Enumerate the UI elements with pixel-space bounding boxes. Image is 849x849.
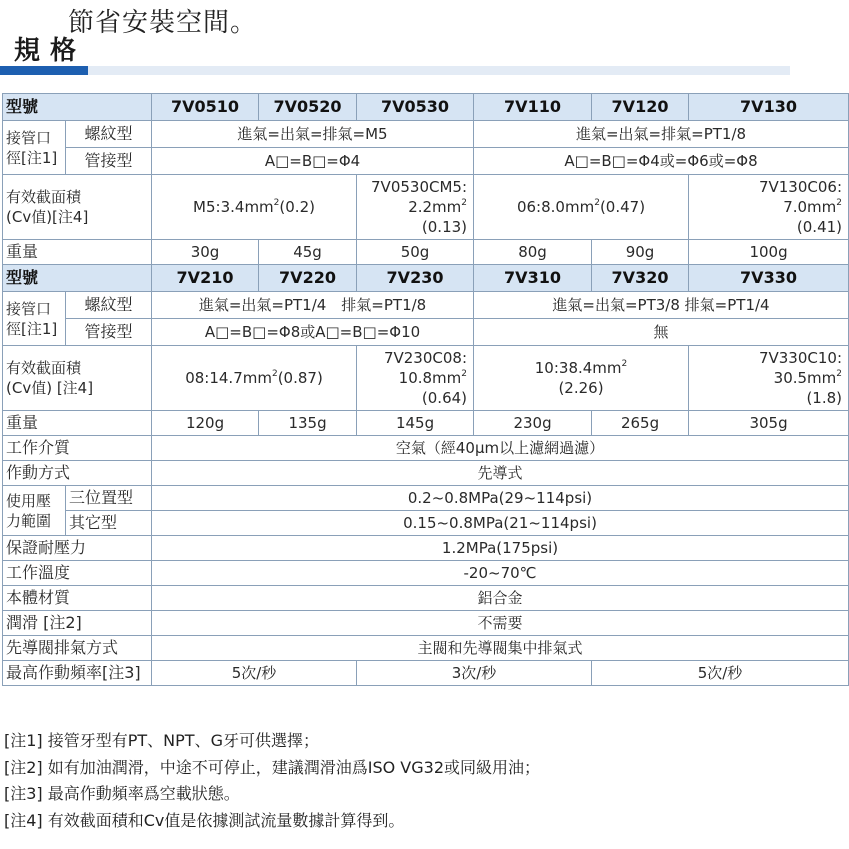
footnote: [注4] 有效截面積和Cv值是依據測試流量數據計算得到。 [4,810,405,830]
model-cell: 7V210 [152,265,259,292]
model-header-row [3,94,849,121]
spec-value: 0.15~0.8MPa(21~114psi) [152,511,849,536]
cv-value: (0.87) [277,369,323,387]
weight-cell: 135g [259,411,357,436]
pressure-range-label-line2: 力範圍 [6,511,52,530]
thread-type-label: 螺紋型 [66,121,152,148]
flow-area-line: 10.8mm [398,369,462,387]
spec-label: 工作溫度 [3,561,152,586]
spec-label: 工作介質 [3,436,152,461]
model-cell: 7V310 [474,265,592,292]
spec-row [3,436,849,461]
pressure-range-label-line1: 使用壓 [6,491,52,510]
model-cell: 7V320 [592,265,689,292]
spec-row [3,661,849,686]
flow-area-value [152,175,357,240]
spec-value: 1.2MPa(175psi) [152,536,849,561]
flow-area-line: 7V130C06: [758,178,843,196]
spec-value: -20~70℃ [152,561,849,586]
tube-row [3,319,849,346]
freq-value: 5次/秒 [592,661,849,686]
weight-cell: 45g [259,240,357,265]
weight-cell: 80g [474,240,592,265]
model-cell: 7V330 [689,265,849,292]
thread-type-label: 螺紋型 [66,292,152,319]
thread-value-right: 進氣=出氣=排氣=PT1/8 [474,121,849,148]
flow-area-label-line1: 有效截面積 [6,188,82,206]
footnote: [注1] 接管牙型有PT、NPT、G牙可供選擇； [4,731,319,750]
weight-row [3,240,849,265]
spec-value: 0.2~0.8MPa(29~114psi) [152,486,849,511]
superscript: 2 [594,198,600,208]
thread-value-left: 進氣=出氣=PT1/4 排氣=PT1/8 [152,292,474,319]
tube-type-label: 管接型 [66,148,152,175]
weight-cell: 145g [357,411,474,436]
flow-area-value-text: 08:14.7mm [185,369,272,387]
tube-type-label: 管接型 [66,319,152,346]
flow-area-value [689,175,849,240]
spec-label: 三位置型 [66,486,152,511]
flow-area-label-line2: (Cv值)[注4] [6,208,89,226]
superscript: 2 [273,198,280,208]
cv-value: (0.64) [421,389,468,407]
weight-cell: 30g [152,240,259,265]
flow-area-label [3,346,152,411]
footnote: [注3] 最高作動頻率爲空載狀態。 [4,784,240,803]
superscript: 2 [836,198,843,208]
spec-label: 潤滑 [注2] [3,611,152,636]
model-cell: 7V130 [689,94,849,121]
pressure-range-label [3,486,66,536]
cv-value: (1.8) [806,389,843,407]
footnote: [注2] 如有加油潤滑，中途不可停止，建議潤滑油爲ISO VG32或同級用油； [4,757,541,777]
flow-area-label [3,175,152,240]
flow-area-value-text: 06:8.0mm [516,198,595,216]
superscript: 2 [836,369,843,379]
freq-value: 3次/秒 [357,661,592,686]
weight-label: 重量 [3,411,152,436]
flow-area-value [474,175,689,240]
tube-value-right: A□=B□=Φ4或=Φ6或=Φ8 [474,148,849,175]
thread-value-left: 進氣=出氣=排氣=M5 [152,121,474,148]
spec-label: 保證耐壓力 [3,536,152,561]
weight-row [3,411,849,436]
title-underline [0,66,790,75]
weight-cell: 120g [152,411,259,436]
spec-label: 作動方式 [3,461,152,486]
flow-area-value [474,346,689,411]
model-cell: 7V220 [259,265,357,292]
port-size-label-line1: 接管口 [6,299,52,318]
port-size-label-line2: 徑[注1] [6,148,58,167]
superscript: 2 [461,198,468,208]
spec-row [3,611,849,636]
flow-area-value-text: M5:3.4mm [193,198,274,216]
spec-label: 最高作動頻率[注3] [3,661,152,686]
spec-label: 本體材質 [3,586,152,611]
cv-value: (0.13) [421,218,468,236]
weight-label: 重量 [3,240,152,265]
cv-value: (2.26) [558,379,604,397]
port-size-label-line1: 接管口 [6,128,52,147]
model-header-row [3,265,849,292]
model-cell: 7V230 [357,265,474,292]
flow-area-line: 7.0mm [783,198,837,216]
weight-cell: 305g [689,411,849,436]
tube-value-left: A□=B□=Φ8或A□=B□=Φ10 [152,319,474,346]
flow-area-line: 7V330C10: [758,349,843,367]
spec-value: 先導式 [152,461,849,486]
spec-label: 先導閥排氣方式 [3,636,152,661]
weight-cell: 230g [474,411,592,436]
cv-value: (0.41) [796,218,843,236]
spec-row [3,636,849,661]
flow-area-value [152,346,357,411]
tube-value-left: A□=B□=Φ4 [152,148,474,175]
port-size-label-line2: 徑[注1] [6,319,58,338]
thread-value-right: 進氣=出氣=PT3/8 排氣=PT1/4 [474,292,849,319]
model-cell: 7V0530 [357,94,474,121]
flow-area-row [3,346,849,411]
section-title: 規格 [14,36,87,66]
flow-area-label-line2: (Cv值) [注4] [6,379,94,397]
spec-value: 鋁合金 [152,586,849,611]
model-cell: 7V0510 [152,94,259,121]
superscript: 2 [621,359,628,369]
spec-value: 主閥和先導閥集中排氣式 [152,636,849,661]
thread-row [3,121,849,148]
spec-row [3,536,849,561]
thread-row [3,292,849,319]
cv-value: (0.47) [599,198,646,216]
superscript: 2 [271,369,278,379]
freq-value: 5次/秒 [152,661,357,686]
flow-area-line: 30.5mm [773,369,837,387]
flow-area-label-line1: 有效截面積 [6,359,82,377]
flow-area-line: 7V0530CM5: [371,178,468,196]
flow-area-value-text: 10:38.4mm [534,359,622,377]
flow-area-line: 2.2mm [408,198,462,216]
superscript: 2 [461,369,468,379]
flow-area-line: 7V230C08: [383,349,468,367]
flow-area-value [689,346,849,411]
flow-area-value [357,346,474,411]
model-cell: 7V120 [592,94,689,121]
title-underline-accent [0,66,88,75]
flow-area-row [3,175,849,240]
intro-text: 節省安裝空間。 [68,8,258,38]
spec-row [3,461,849,486]
port-size-label [3,292,66,346]
cv-value: (0.2) [279,198,315,216]
spec-row [3,561,849,586]
tube-row [3,148,849,175]
spec-table [2,93,849,686]
weight-cell: 50g [357,240,474,265]
footnotes [4,728,540,834]
weight-cell: 90g [592,240,689,265]
spec-value: 不需要 [152,611,849,636]
flow-area-value [357,175,474,240]
model-label: 型號 [3,265,152,292]
port-size-label [3,121,66,175]
model-label: 型號 [3,94,152,121]
weight-cell: 265g [592,411,689,436]
spec-row [3,511,849,536]
model-cell: 7V110 [474,94,592,121]
tube-value-right: 無 [474,319,849,346]
spec-row [3,586,849,611]
model-cell: 7V0520 [259,94,357,121]
weight-cell: 100g [689,240,849,265]
spec-row [3,486,849,511]
spec-value: 空氣（經40μm以上濾網過濾） [152,436,849,461]
spec-label: 其它型 [66,511,152,536]
